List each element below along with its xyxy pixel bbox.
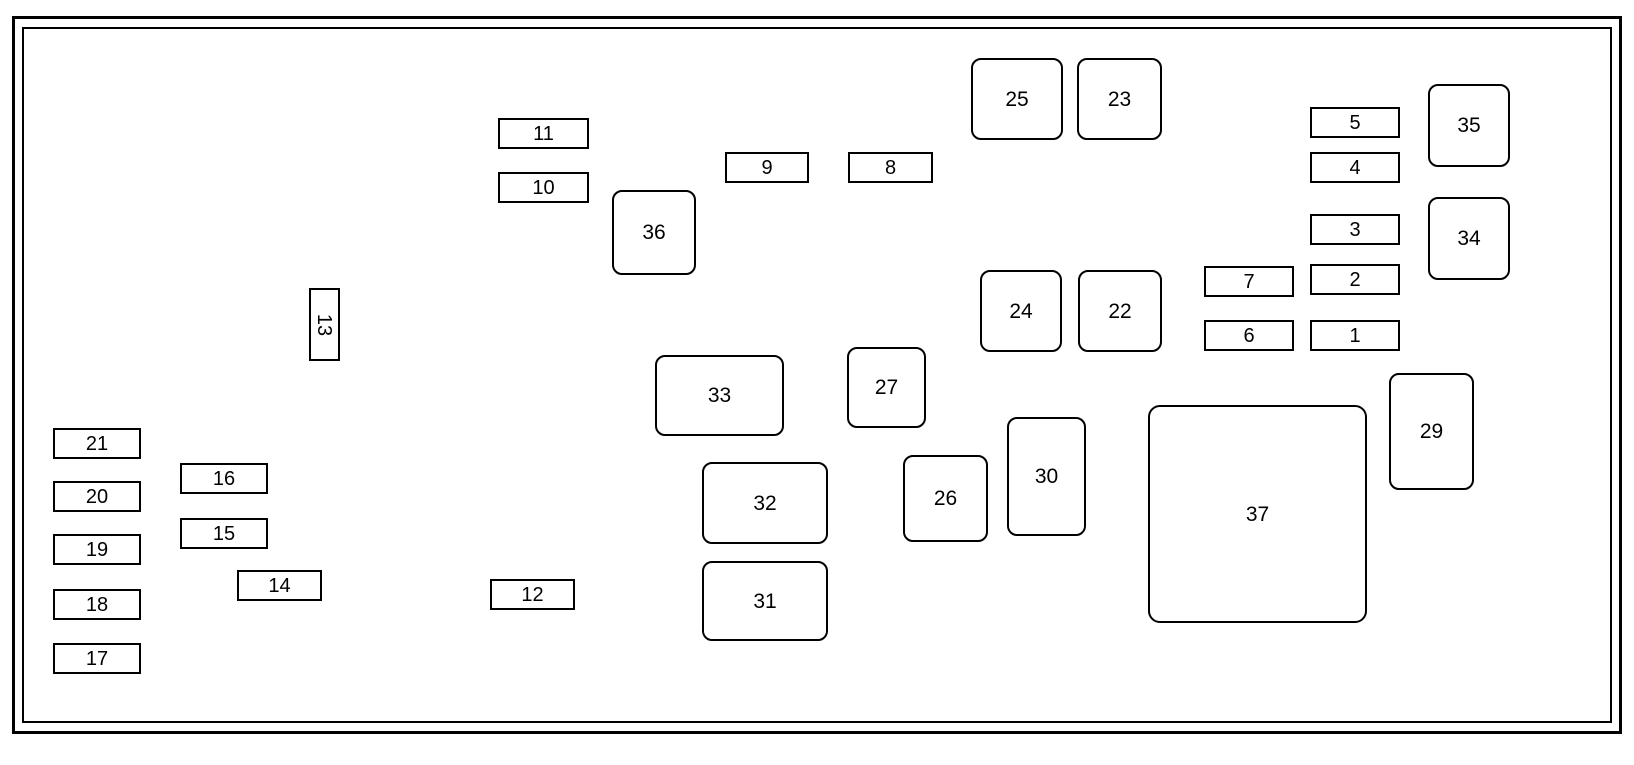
slot-11[interactable]: [498, 118, 589, 149]
slot-26[interactable]: [903, 455, 988, 542]
slot-label: 36: [642, 221, 666, 244]
slot-label: 3: [1349, 218, 1361, 241]
slot-label: 25: [1005, 87, 1029, 111]
slot-29[interactable]: [1389, 373, 1474, 490]
slot-7[interactable]: [1204, 266, 1294, 297]
slot-label: 5: [1349, 111, 1361, 134]
slot-label: 8: [884, 156, 897, 179]
slot-label: 20: [85, 485, 109, 508]
slot-label: 34: [1457, 227, 1481, 250]
slot-12[interactable]: [490, 579, 575, 610]
slot-32[interactable]: [702, 462, 828, 544]
slot-label: 19: [85, 538, 109, 561]
slot-16[interactable]: [180, 463, 268, 494]
slot-label: 22: [1108, 299, 1132, 323]
slot-label: 15: [212, 522, 236, 545]
slot-8[interactable]: [848, 152, 933, 183]
slot-36[interactable]: [612, 190, 696, 275]
slot-4[interactable]: [1310, 152, 1400, 183]
slot-14[interactable]: [237, 570, 322, 601]
slot-24[interactable]: [980, 270, 1062, 352]
slot-20[interactable]: [53, 481, 141, 512]
slot-label: 27: [874, 376, 899, 399]
slot-label: 30: [1034, 465, 1059, 488]
slot-6[interactable]: [1204, 320, 1294, 351]
slot-label: 17: [85, 647, 109, 670]
slot-2[interactable]: [1310, 264, 1400, 295]
slot-23[interactable]: [1077, 58, 1162, 140]
slot-33[interactable]: [655, 355, 784, 436]
slot-17[interactable]: [53, 643, 141, 674]
slot-label: 18: [85, 593, 109, 616]
slot-25[interactable]: [971, 58, 1063, 140]
slot-label: 29: [1419, 420, 1444, 443]
slot-label: 9: [761, 156, 773, 179]
slot-label: 13: [313, 313, 336, 336]
slot-5[interactable]: [1310, 107, 1400, 138]
slot-27[interactable]: [847, 347, 926, 428]
slot-30[interactable]: [1007, 417, 1086, 536]
slot-label: 11: [533, 122, 554, 145]
slot-3[interactable]: [1310, 214, 1400, 245]
slot-label: 12: [521, 583, 544, 606]
slot-9[interactable]: [725, 152, 809, 183]
slot-label: 35: [1457, 114, 1481, 137]
slot-label: 31: [753, 589, 777, 613]
slot-label: 4: [1349, 156, 1361, 179]
slot-label: 26: [933, 487, 958, 510]
slot-label: 7: [1243, 270, 1255, 293]
slot-label: 37: [1245, 502, 1270, 526]
slot-31[interactable]: [702, 561, 828, 641]
slot-35[interactable]: [1428, 84, 1510, 167]
slot-10[interactable]: [498, 172, 589, 203]
slot-15[interactable]: [180, 518, 268, 549]
slot-label: 23: [1107, 87, 1132, 111]
slot-21[interactable]: [53, 428, 141, 459]
slot-label: 14: [268, 574, 291, 597]
slot-18[interactable]: [53, 589, 141, 620]
slot-label: 1: [1349, 324, 1361, 347]
slot-19[interactable]: [53, 534, 141, 565]
slot-13[interactable]: [309, 288, 340, 361]
slot-22[interactable]: [1078, 270, 1162, 352]
slot-label: 6: [1243, 324, 1255, 347]
slot-label: 33: [707, 384, 732, 407]
slot-37[interactable]: [1148, 405, 1367, 623]
slot-label: 21: [85, 432, 109, 455]
slot-34[interactable]: [1428, 197, 1510, 280]
slot-1[interactable]: [1310, 320, 1400, 351]
slot-label: 16: [212, 467, 236, 490]
slot-label: 24: [1009, 299, 1033, 323]
slot-label: 2: [1349, 268, 1361, 291]
slot-label: 10: [532, 176, 555, 199]
slot-label: 32: [753, 491, 777, 515]
